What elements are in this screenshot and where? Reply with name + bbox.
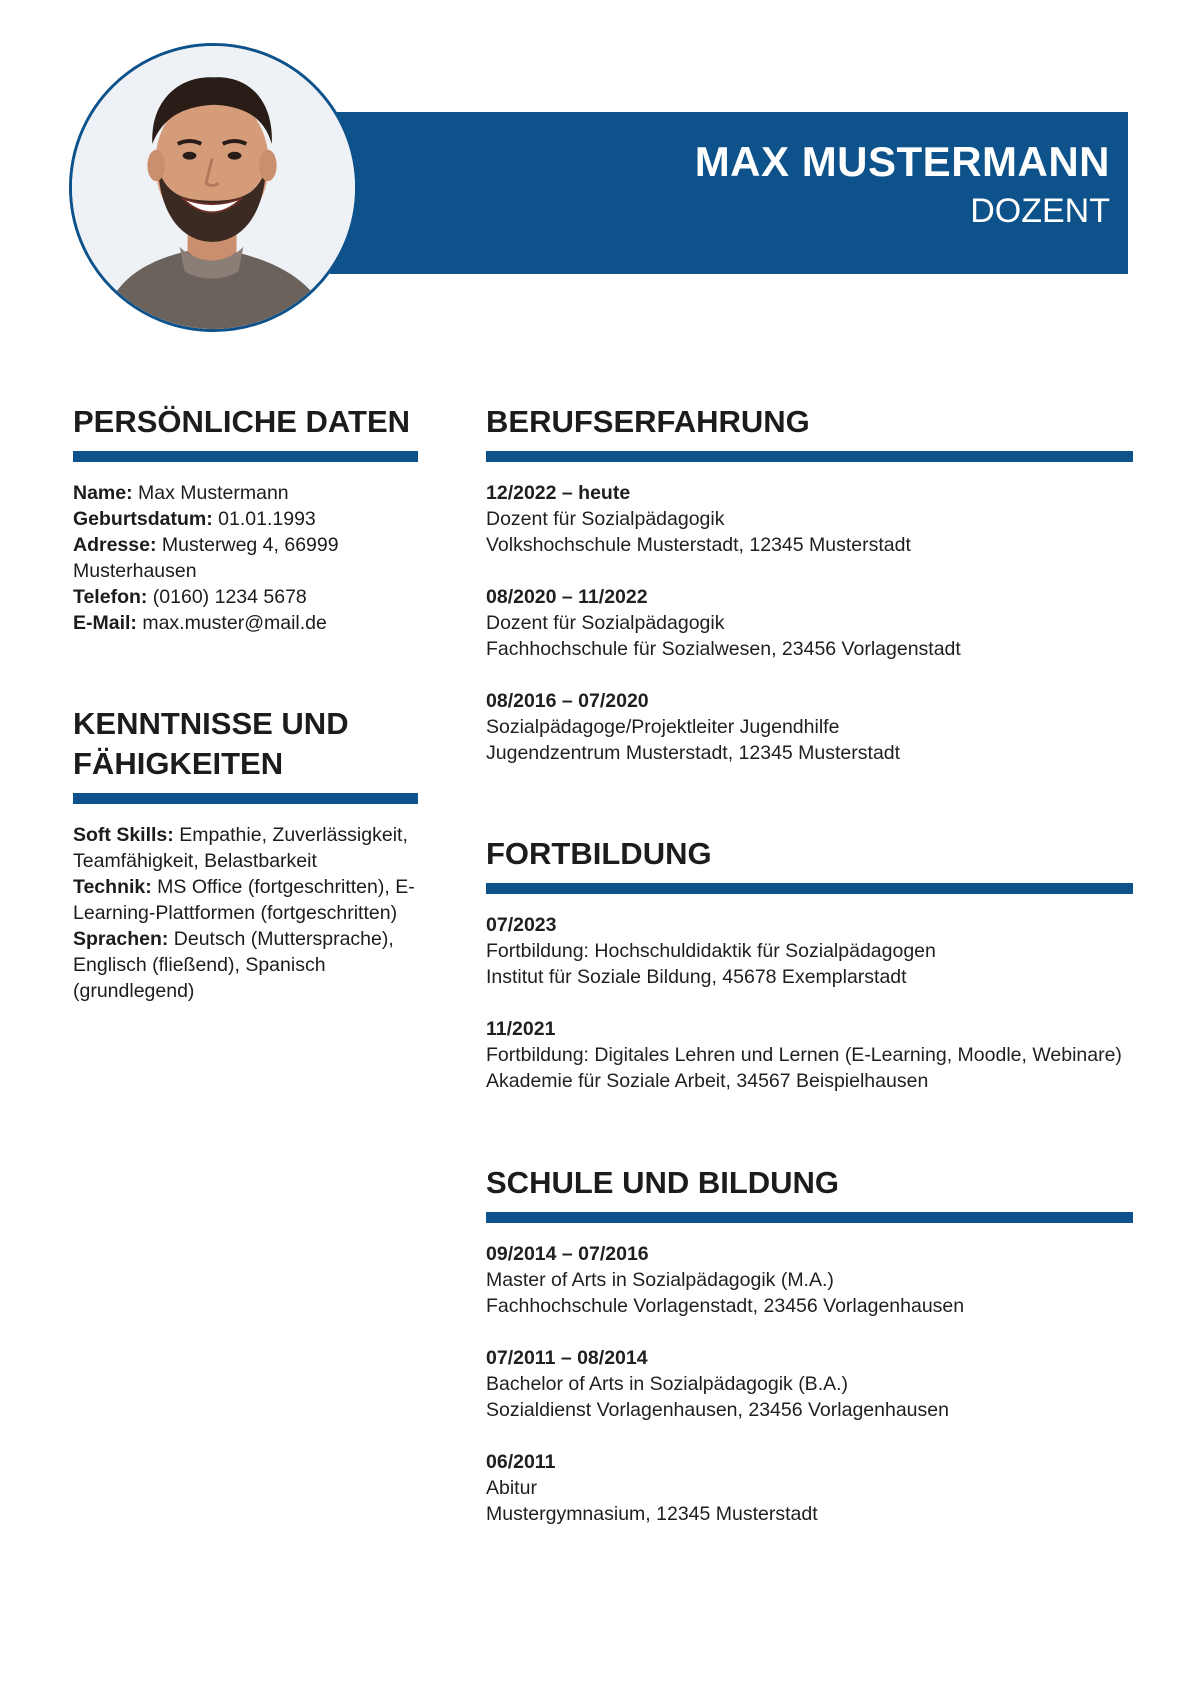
entry-place: Fachhochschule für Sozialwesen, 23456 Vorlagenstadt xyxy=(486,638,961,660)
personal-phone: Telefon: (0160) 1234 5678 xyxy=(73,586,307,608)
personal-address: Adresse: Musterweg 4, 66999 Musterhausen xyxy=(73,534,339,582)
training-section xyxy=(486,834,1133,1120)
portrait-illustration xyxy=(72,46,355,329)
skills-soft: Soft Skills: Empathie, Zuverlässigkeit, Teamfähigkeit, Belastbarkeit xyxy=(73,824,408,872)
entry-title: Dozent für Sozialpädagogik xyxy=(486,508,725,530)
section-title-education: SCHULE UND BILDUNG xyxy=(486,1165,840,1200)
person-role: DOZENT xyxy=(970,192,1110,230)
header-band xyxy=(330,112,1128,274)
entry-place: Jugendzentrum Musterstadt, 12345 Musterstadt xyxy=(486,742,901,764)
entry-place: Institut für Soziale Bildung, 45678 Exemplarstadt xyxy=(486,966,907,988)
personal-birthdate: Geburtsdatum: 01.01.1993 xyxy=(73,508,316,530)
skills-fields xyxy=(73,822,418,1004)
experience-list xyxy=(486,480,1133,766)
personal-email: E-Mail: max.muster@mail.de xyxy=(73,612,327,634)
section-divider xyxy=(486,883,1133,894)
list-item xyxy=(486,1016,1133,1094)
list-item xyxy=(486,1345,1133,1423)
section-divider xyxy=(73,451,418,462)
skills-tech: Technik: MS Office (fortgeschritten), E-Learning-Plattformen (fortgeschritten) xyxy=(73,876,415,924)
list-item xyxy=(486,912,1133,990)
list-item xyxy=(486,584,1133,662)
list-item xyxy=(486,1241,1133,1319)
education-list xyxy=(486,1241,1133,1527)
section-title-personal: PERSÖNLICHE DATEN xyxy=(73,404,411,439)
section-title-training: FORTBILDUNG xyxy=(486,836,712,871)
list-item xyxy=(486,1449,1133,1527)
entry-title: Fortbildung: Digitales Lehren und Lernen (E-Learning, Moodle, Webinare) xyxy=(486,1044,1122,1066)
list-item xyxy=(486,688,1133,766)
entry-date: 06/2011 xyxy=(486,1451,556,1473)
experience-section xyxy=(486,402,1133,792)
entry-place: Mustergymnasium, 12345 Musterstadt xyxy=(486,1503,818,1525)
list-item xyxy=(486,480,1133,558)
entry-date: 07/2023 xyxy=(486,914,557,936)
skills-section xyxy=(73,704,418,1004)
section-divider xyxy=(73,793,418,804)
personal-section xyxy=(73,402,418,636)
entry-date: 12/2022 – heute xyxy=(486,482,631,504)
entry-date: 11/2021 xyxy=(486,1018,556,1040)
entry-title: Master of Arts in Sozialpädagogik (M.A.) xyxy=(486,1269,834,1291)
entry-place: Fachhochschule Vorlagenstadt, 23456 Vorlagenhausen xyxy=(486,1295,965,1317)
section-title-experience: BERUFSERFAHRUNG xyxy=(486,404,810,439)
entry-title: Bachelor of Arts in Sozialpädagogik (B.A.) xyxy=(486,1373,849,1395)
entry-title: Dozent für Sozialpädagogik xyxy=(486,612,725,634)
training-list xyxy=(486,912,1133,1094)
personal-name: Name: Max Mustermann xyxy=(73,482,289,504)
education-section xyxy=(486,1163,1133,1553)
entry-place: Akademie für Soziale Arbeit, 34567 Beispielhausen xyxy=(486,1070,929,1092)
personal-fields xyxy=(73,480,418,636)
entry-place: Volkshochschule Musterstadt, 12345 Musterstadt xyxy=(486,534,911,556)
section-divider xyxy=(486,451,1133,462)
skills-languages: Sprachen: Deutsch (Muttersprache), Englisch (fließend), Spanisch (grundlegend) xyxy=(73,928,394,1002)
entry-date: 08/2020 – 11/2022 xyxy=(486,586,648,608)
entry-title: Fortbildung: Hochschuldidaktik für Sozialpädagogen xyxy=(486,940,936,962)
profile-photo xyxy=(69,43,358,332)
entry-title: Sozialpädagoge/Projektleiter Jugendhilfe xyxy=(486,716,840,738)
entry-title: Abitur xyxy=(486,1477,537,1499)
entry-date: 07/2011 – 08/2014 xyxy=(486,1347,648,1369)
entry-date: 08/2016 – 07/2020 xyxy=(486,690,649,712)
person-name: MAX MUSTERMANN xyxy=(694,138,1110,185)
entry-place: Sozialdienst Vorlagenhausen, 23456 Vorlagenhausen xyxy=(486,1399,949,1421)
section-title-skills: KENNTNISSE UND FÄHIGKEITEN xyxy=(73,706,349,781)
entry-date: 09/2014 – 07/2016 xyxy=(486,1243,649,1265)
section-divider xyxy=(486,1212,1133,1223)
